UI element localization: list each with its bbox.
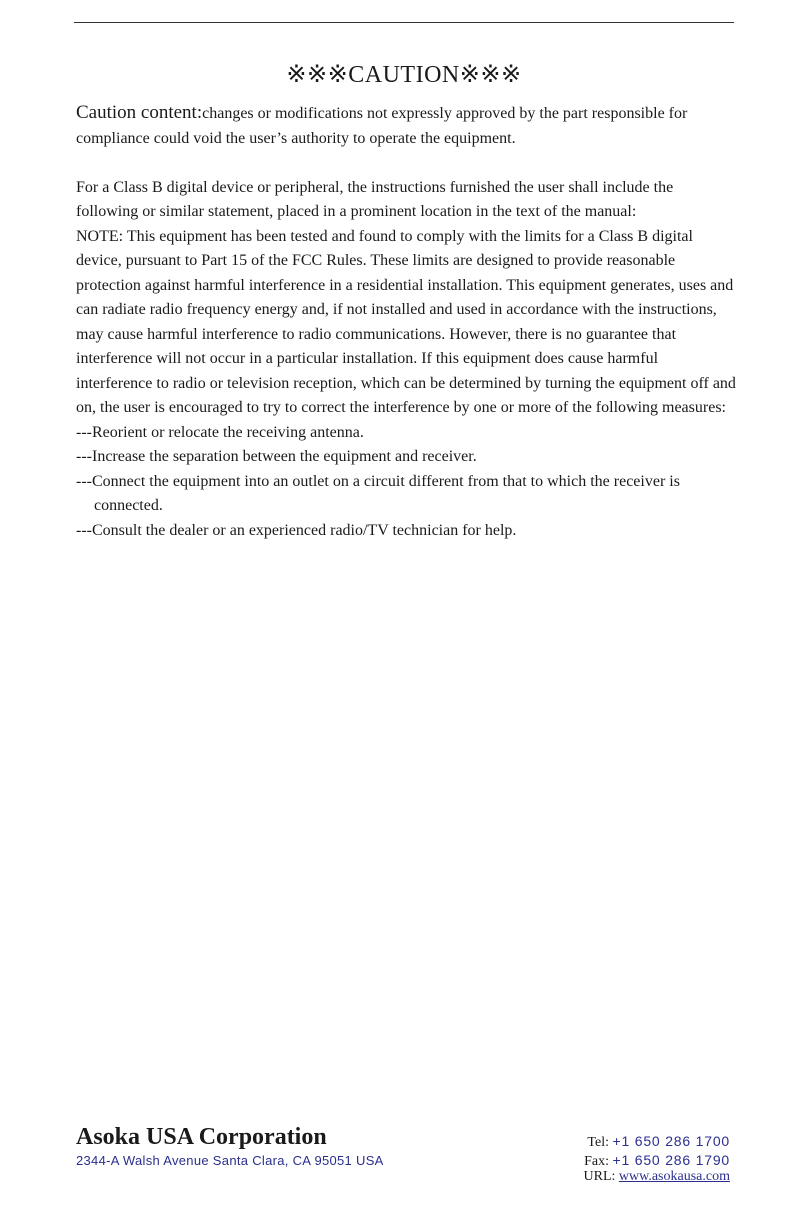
- caution-paragraph: [76, 101, 736, 151]
- measure-item-4: ---Consult the dealer or an experienced radio/TV technician for help.: [76, 521, 517, 539]
- company-name: Asoka USA Corporation: [76, 1124, 327, 1150]
- tel-label: Tel:: [587, 1135, 609, 1150]
- fax-label: Fax:: [584, 1154, 609, 1169]
- top-divider: [74, 22, 734, 23]
- website-link[interactable]: www.asokausa.com: [618, 1169, 730, 1184]
- contact-tel: [587, 1133, 730, 1151]
- measure-item-3: ---Connect the equipment into an outlet on a circuit different from that to which the receiver is connected.: [76, 472, 680, 514]
- caution-label: Caution content:: [76, 102, 203, 123]
- measure-item-1: ---Reorient or relocate the receiving antenna.: [76, 423, 364, 441]
- intro-paragraph: For a Class B digital device or peripheral, the instructions furnished the user shall include the following or similar statement, placed in a prominent location in the text of the manual:: [76, 178, 674, 220]
- contact-url: [584, 1169, 730, 1185]
- company-address: 2344-A Walsh Avenue Santa Clara, CA 95051 USA: [76, 1153, 384, 1168]
- fcc-note-paragraph: NOTE: This equipment has been tested and found to comply with the limits for a Class B digital device, pursuant to Part 15 of the FCC Rules. These limits are designed to provide reasonable protection against harmful interference in a residential installation. This equipment generates, uses and can radiate radio frequency energy and, if not installed and used in accordance with the instructions, may cause harmful interference to radio communications. However, there is no guarantee that interference will not occur in a particular installation. If this equipment does cause harmful interference to radio or television reception, which can be determined by turning the equipment off and on, the user is encouraged to try to correct the interference by one or more of the following measures:: [76, 227, 736, 416]
- measure-item-2: ---Increase the separation between the equipment and receiver.: [76, 448, 477, 465]
- contact-fax: [584, 1152, 730, 1170]
- fax-number: +1 650 286 1790: [612, 1152, 730, 1168]
- url-label: URL:: [583, 1169, 616, 1184]
- page-title: ※※※CAUTION※※※: [286, 62, 522, 88]
- document-body: [76, 101, 736, 543]
- caution-text: changes or modifications not expressly approved by the part responsible for compliance could void the user’s authority to operate the equipment.: [76, 105, 688, 147]
- tel-number: +1 650 286 1700: [612, 1133, 730, 1149]
